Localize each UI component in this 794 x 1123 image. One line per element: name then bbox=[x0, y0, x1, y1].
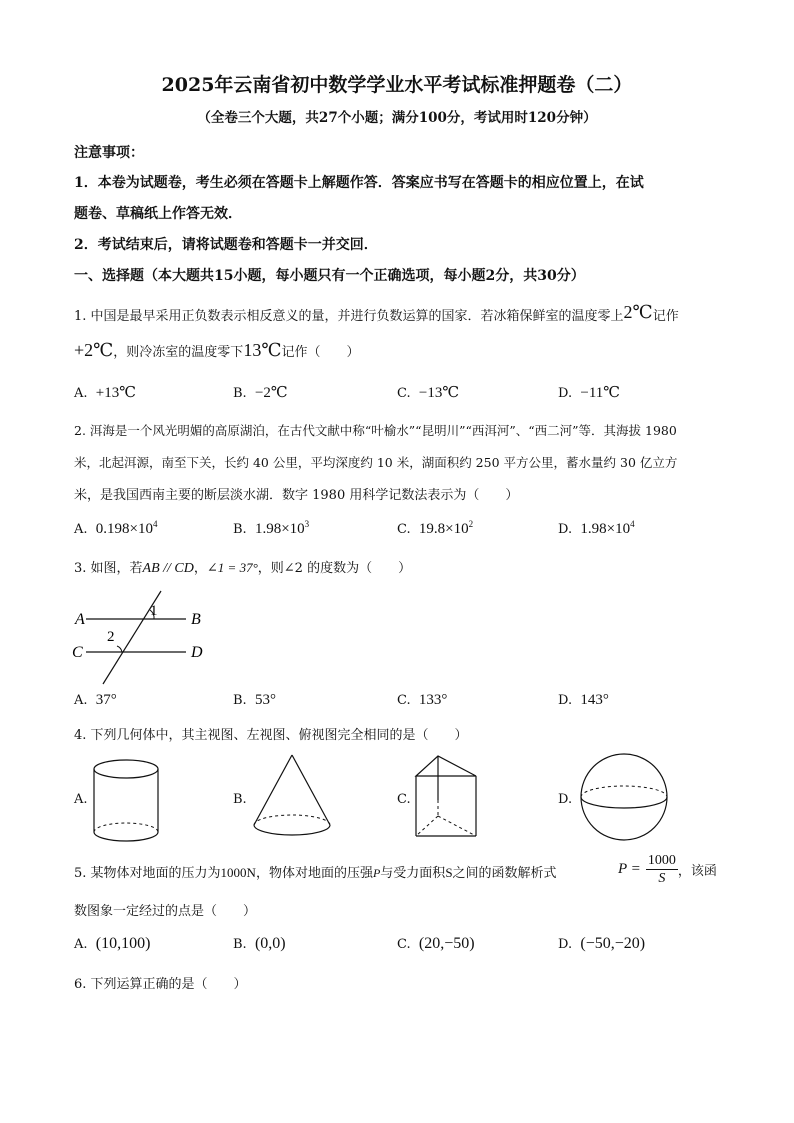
option-value: (0,0) bbox=[254, 935, 286, 952]
question-6: 6. 下列运算正确的是（ ） bbox=[74, 977, 247, 992]
sphere-icon[interactable] bbox=[577, 750, 677, 850]
option-value: 37° bbox=[95, 692, 117, 708]
q4-option-d-label[interactable]: D. bbox=[558, 792, 573, 807]
option-label: D. bbox=[558, 937, 573, 952]
q3-option-d[interactable] bbox=[558, 692, 609, 709]
question-3-text: 3. 如图，若 bbox=[74, 561, 143, 576]
q2-option-b[interactable] bbox=[233, 521, 309, 538]
q5-option-d[interactable] bbox=[558, 935, 645, 953]
q5-option-a[interactable] bbox=[74, 935, 150, 953]
option-label: B. bbox=[233, 693, 247, 708]
question-5-text: 5. 某物体对地面的压力为 bbox=[74, 866, 221, 881]
formula-numerator: 1000 bbox=[647, 853, 676, 868]
option-label: C. bbox=[397, 522, 411, 537]
q4-option-a-label[interactable]: A. bbox=[74, 792, 88, 807]
question-3-text-b: ，则∠2 的度数为（ ） bbox=[257, 561, 412, 576]
notes-item-1-cont: 题卷、草稿纸上作答无效． bbox=[74, 206, 242, 222]
option-value: −11℃ bbox=[580, 385, 621, 401]
question-5-force: 1000N bbox=[220, 865, 256, 880]
parallel-lines-figure bbox=[70, 588, 220, 688]
option-value bbox=[255, 521, 309, 537]
question-1-temp-c: 13℃ bbox=[243, 340, 282, 360]
angle-2-label: 2 bbox=[107, 629, 115, 645]
option-label: B. bbox=[233, 522, 247, 537]
point-a-label: A bbox=[75, 611, 85, 628]
option-value: (10,100) bbox=[95, 935, 151, 952]
page-title: 2025年云南省初中数学学业水平考试标准押题卷（二） bbox=[161, 74, 633, 96]
q4-option-b-label[interactable]: B. bbox=[233, 792, 247, 807]
q5-option-b[interactable] bbox=[233, 935, 286, 953]
option-exponent: 4 bbox=[630, 519, 635, 529]
option-label: D. bbox=[558, 522, 573, 537]
angle-1-label: 1 bbox=[150, 603, 158, 619]
option-exponent: 4 bbox=[153, 519, 158, 529]
option-exponent: 2 bbox=[468, 519, 474, 529]
question-1-temp-b: +2℃ bbox=[74, 340, 114, 360]
point-d-label: D bbox=[191, 644, 203, 661]
question-1-text-b: 记作 bbox=[652, 309, 679, 324]
option-exponent: 3 bbox=[304, 519, 310, 529]
page-subtitle: （全卷三个大题，共27个小题；满分100分，考试用时120分钟） bbox=[197, 110, 597, 126]
option-label: A. bbox=[74, 386, 88, 401]
question-2-line-3: 米，是我国西南主要的断层淡水湖．数字 1980 用科学记数法表示为（ ） bbox=[74, 488, 519, 503]
option-base: 1.98×10 bbox=[580, 521, 631, 537]
point-c-label: C bbox=[72, 644, 83, 661]
notes-item-2: 2．考试结束后，请将试题卷和答题卡一并交回． bbox=[74, 237, 378, 253]
option-value: −2℃ bbox=[254, 385, 288, 401]
angle-2-arc bbox=[117, 646, 122, 652]
option-base: 19.8×10 bbox=[418, 521, 469, 537]
question-2-line-2: 米，北起洱源，南至下关，长约 40 公里，平均深度约 10 米，湖面积约 250 平方公里，蓄水量约 30 亿立方 bbox=[74, 455, 678, 470]
question-5-formula bbox=[618, 852, 717, 887]
option-value: 53° bbox=[254, 692, 276, 708]
formula-lhs: P = bbox=[618, 861, 641, 877]
cone-icon[interactable] bbox=[250, 752, 340, 852]
triangular-prism-icon[interactable] bbox=[412, 752, 492, 852]
notes-item-1: 1．本卷为试题卷，考生必须在答题卡上解题作答．答案应书写在答题卡的相应位置上，在试 bbox=[74, 175, 644, 191]
q4-option-c-label[interactable]: C. bbox=[397, 792, 411, 807]
question-3-sep: ， bbox=[193, 561, 207, 576]
question-5-text-c: 与受力面积 bbox=[380, 866, 446, 881]
question-3-parallel: AB // CD bbox=[142, 561, 194, 576]
q3-option-c[interactable] bbox=[397, 692, 447, 709]
question-5-p-var: P bbox=[372, 866, 381, 880]
question-3-angle: ∠1 = 37° bbox=[206, 560, 258, 575]
question-3 bbox=[74, 557, 411, 577]
question-1-text-d: 记作（ ） bbox=[281, 345, 360, 360]
q1-option-a[interactable] bbox=[74, 383, 136, 402]
option-value bbox=[96, 521, 158, 537]
option-label: C. bbox=[397, 693, 411, 708]
option-value: 133° bbox=[418, 692, 448, 708]
option-label: B. bbox=[233, 937, 247, 952]
question-5-s-var: S bbox=[445, 865, 453, 880]
question-1-text-c: ，则冷冻室的温度零下 bbox=[113, 345, 244, 360]
question-5-text-d: 之间的函数解析式 bbox=[452, 866, 557, 881]
option-label: A. bbox=[74, 522, 88, 537]
option-value: −13℃ bbox=[418, 385, 460, 401]
q1-option-d[interactable] bbox=[558, 383, 620, 402]
formula-denominator: S bbox=[658, 871, 666, 886]
option-label: D. bbox=[558, 693, 573, 708]
q3-option-a[interactable] bbox=[74, 692, 117, 709]
option-value: +13℃ bbox=[95, 385, 137, 401]
option-label: C. bbox=[397, 937, 411, 952]
option-base: 0.198×10 bbox=[95, 521, 154, 537]
question-4: 4. 下列几何体中，其主视图、左视图、俯视图完全相同的是（ ） bbox=[74, 728, 468, 743]
q5-option-c[interactable] bbox=[397, 935, 475, 953]
option-label: A. bbox=[74, 937, 88, 952]
question-5-text-e: ，该函 bbox=[677, 864, 717, 879]
question-1-line-2 bbox=[74, 340, 359, 361]
option-label: A. bbox=[74, 693, 88, 708]
question-5-text-b: ，物体对地面的压强 bbox=[255, 866, 373, 881]
q1-option-b[interactable] bbox=[233, 383, 288, 402]
question-2: 2. 洱海是一个风光明媚的高原湖泊，在古代文献中称“叶榆水”“昆明川”“西洱河”、“西二河”等．其海拔 1980 bbox=[74, 423, 677, 438]
question-1-temp-a: 2℃ bbox=[623, 302, 653, 322]
option-label: D. bbox=[558, 386, 573, 401]
q3-option-b[interactable] bbox=[233, 692, 276, 709]
option-value: (−50,−20) bbox=[580, 935, 646, 952]
option-base: 1.98×10 bbox=[254, 521, 305, 537]
question-5 bbox=[74, 862, 557, 881]
question-1 bbox=[74, 302, 679, 324]
option-value: 143° bbox=[580, 692, 609, 708]
formula-fraction bbox=[646, 852, 678, 887]
q2-option-d[interactable] bbox=[558, 521, 635, 538]
cylinder-icon[interactable] bbox=[88, 752, 168, 842]
option-value bbox=[419, 521, 473, 537]
notes-heading: 注意事项： bbox=[74, 145, 144, 161]
question-1-text: 1. 中国是最早采用正负数表示相反意义的量，并进行负数运算的国家．若冰箱保鲜室的温度零上 bbox=[74, 309, 624, 324]
section-heading: 一、选择题（本大题共15小题，每小题只有一个正确选项，每小题2分，共30分） bbox=[74, 268, 585, 284]
option-label: B. bbox=[233, 386, 247, 401]
option-label: C. bbox=[397, 386, 411, 401]
option-value: (20,−50) bbox=[418, 935, 475, 952]
q2-option-a[interactable] bbox=[74, 521, 158, 538]
q1-option-c[interactable] bbox=[397, 383, 459, 402]
point-b-label: B bbox=[191, 611, 201, 628]
question-5-line-2: 数图象一定经过的点是（ ） bbox=[74, 904, 257, 919]
option-value bbox=[580, 521, 634, 537]
q2-option-c[interactable] bbox=[397, 521, 473, 538]
